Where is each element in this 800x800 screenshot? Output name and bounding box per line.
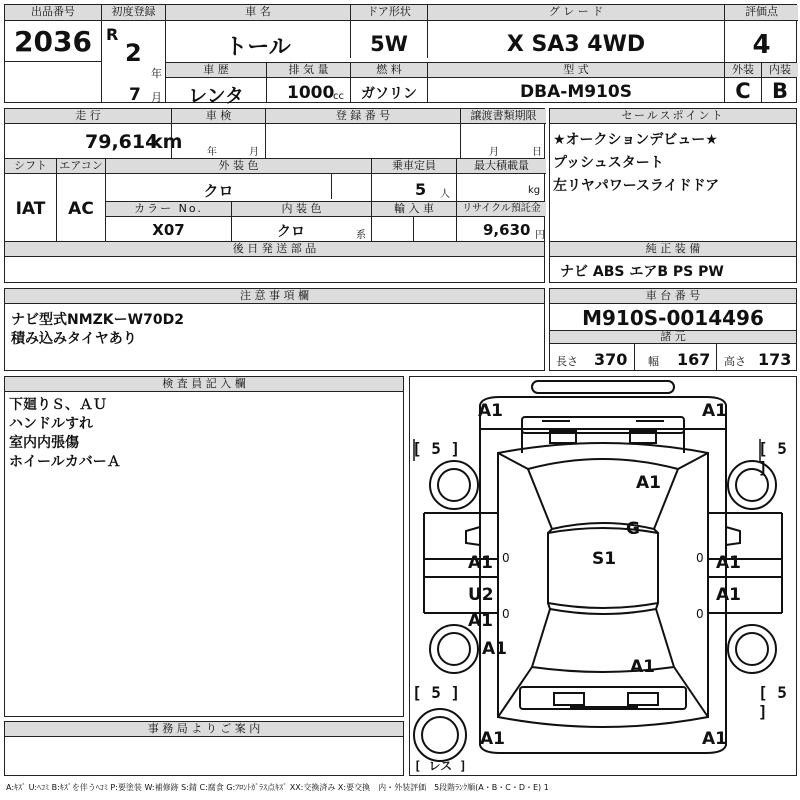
grade: X SA3 4WD <box>506 32 646 57</box>
km-unit: km <box>150 131 183 153</box>
cc-unit: cc <box>333 91 344 102</box>
recycle-label: リサイクル預託金 <box>457 202 546 216</box>
color: クロ <box>203 182 234 200</box>
later-parts-section <box>4 241 545 283</box>
door-label: ドア形状 <box>351 5 427 21</box>
history-label: 車 歴 <box>166 63 266 77</box>
tire-front-left: [ 5 ] <box>412 439 461 458</box>
mark-windshield: G <box>626 519 640 539</box>
model: DBA-M910S <box>520 82 632 102</box>
spare-tire-mark: [ レス ] <box>414 759 467 773</box>
mark-rear-left: A1 <box>480 729 505 749</box>
int-label: 内装 <box>762 63 798 77</box>
int-color-unit: 系 <box>356 230 366 241</box>
lot-no-label: 出品番号 <box>5 5 101 21</box>
height-label: 高さ <box>724 355 746 368</box>
mark-left-quarter: A1 <box>482 639 507 659</box>
ac: AC <box>68 199 94 219</box>
tire-front-right: [ 5 ] <box>758 439 787 477</box>
note-line-1: ナビ型式NMZKーW70D2 <box>11 312 184 328</box>
transfer-month-unit: 月 <box>489 147 499 158</box>
office-label: 事 務 局 よ り ご 案 内 <box>5 722 403 737</box>
shift-label: シフト <box>5 159 56 174</box>
note-line-2: 積み込みタイヤあり <box>11 331 137 347</box>
rear-door-right-0: 0 <box>696 607 704 621</box>
chassis-section <box>549 288 797 331</box>
fuel-label: 燃 料 <box>351 63 427 77</box>
sales-point-3: 左リヤパワースライドドア <box>553 178 720 194</box>
mileage: 79,614 <box>85 131 159 153</box>
color-label: 外 装 色 <box>106 159 371 174</box>
import-label: 輸 入 車 <box>372 202 456 216</box>
inspection-label: 車 検 <box>172 109 265 124</box>
load-unit: kg <box>528 185 541 196</box>
year-unit: 年 <box>151 67 162 80</box>
notes-section <box>4 288 545 371</box>
mark-right-front-door: A1 <box>716 553 741 573</box>
insp-year-unit: 年 <box>207 147 217 158</box>
mark-left-rear-lower: A1 <box>468 611 493 631</box>
inspector-line-1: 下廻りＳ、ＡＵ <box>9 397 107 413</box>
insp-month-unit: 月 <box>249 147 259 158</box>
grade-label: グ レ ー ド <box>428 5 724 21</box>
rear-door-left-0: 0 <box>502 607 510 621</box>
mark-rear-center: A1 <box>630 657 655 677</box>
inspector-line-3: 室内内張傷 <box>9 435 79 451</box>
inspector-section <box>4 376 404 717</box>
month-unit: 月 <box>151 91 162 104</box>
tire-rear-right: [ 5 ] <box>758 683 787 721</box>
mark-hood: A1 <box>636 473 661 493</box>
first-reg-year: 2 <box>125 39 142 67</box>
recycle: 9,630 <box>483 221 531 239</box>
mark-front-right: A1 <box>702 401 727 421</box>
first-reg-month: 7 <box>129 85 141 105</box>
specs-label: 諸 元 <box>550 331 796 344</box>
transfer-label: 譲渡書類期限 <box>461 109 546 124</box>
width-label: 幅 <box>648 355 659 368</box>
office-section <box>4 721 404 776</box>
ac-label: エアコン <box>57 159 105 174</box>
score-label: 評価点 <box>725 5 798 21</box>
tire-rear-left: [ 5 ] <box>412 683 461 702</box>
mileage-section <box>4 108 545 159</box>
sales-point-2: プッシュスタート <box>553 155 664 171</box>
height: 173 <box>758 350 792 369</box>
displacement: 1000 <box>287 83 335 103</box>
fuel: ガソリン <box>361 86 417 102</box>
spec-grid <box>4 158 545 242</box>
car-outline-diagram <box>410 377 796 775</box>
first-reg-label: 初度登録 <box>102 5 165 21</box>
mark-roof: S1 <box>592 549 617 569</box>
chassis-label: 車 台 番 号 <box>550 289 796 304</box>
mark-left-rear-upper: U2 <box>468 585 494 605</box>
car-name-label: 車 名 <box>166 5 350 21</box>
equipment-section <box>549 241 797 283</box>
int-grade: B <box>771 79 788 103</box>
mark-right-rear: A1 <box>716 585 741 605</box>
recycle-unit: 円 <box>535 230 545 241</box>
load-label: 最大積載量 <box>457 159 546 174</box>
score: 4 <box>752 30 771 60</box>
ext-grade: C <box>735 79 751 103</box>
door-type: 5W <box>370 32 408 56</box>
transfer-day-unit: 日 <box>532 147 542 158</box>
damage-diagram <box>409 376 797 776</box>
car-name: トール <box>225 35 291 60</box>
lot-no: 2036 <box>14 25 92 58</box>
equipment-list: ナビ ABS エアB PS PW <box>560 264 724 280</box>
sales-points-label: セールスポイント <box>550 109 796 124</box>
length-label: 長さ <box>556 355 578 368</box>
mark-rear-right: A1 <box>702 729 727 749</box>
capacity-unit: 人 <box>440 189 450 200</box>
door-side-left-0: 0 <box>502 551 510 565</box>
history: レンタ <box>188 85 244 107</box>
door-side-right-0: 0 <box>696 551 704 565</box>
sales-point-1: ★オークションデビュー★ <box>553 132 718 148</box>
color-no: X07 <box>152 221 185 239</box>
width: 167 <box>677 350 711 369</box>
era: R <box>106 25 119 44</box>
length: 370 <box>594 350 628 369</box>
capacity: 5 <box>415 180 427 199</box>
inspector-label: 検 査 員 記 入 欄 <box>5 377 403 392</box>
mark-left-front-door: A1 <box>468 553 493 573</box>
vehicle-header <box>4 4 797 107</box>
inspector-line-4: ホイールカバーＡ <box>9 454 121 470</box>
shift: IAT <box>15 199 46 219</box>
notes-label: 注 意 事 項 欄 <box>5 289 544 304</box>
specs-section <box>549 330 797 371</box>
legend: A:ｷｽﾞ U:ﾍｺﾐ B:ｷｽﾞを伴うﾍｺﾐ P:要塗装 W:補修跡 S:錆 C:腐食 G:ﾌﾛﾝﾄｶﾞﾗｽ点ｷｽﾞ XX:交換済み X:要交換 内・外装評価 5段階ﾗﾝｸ順(A・B・C・D・E) 1 <box>6 783 549 792</box>
displacement-label: 排 気 量 <box>267 63 350 77</box>
color-no-label: カラー No. <box>106 202 231 216</box>
mark-front-left: A1 <box>478 401 503 421</box>
int-color: クロ <box>277 224 305 240</box>
chassis-no: M910S-0014496 <box>582 306 764 330</box>
model-label: 型 式 <box>428 63 724 77</box>
mileage-label: 走 行 <box>5 109 171 124</box>
ext-label: 外装 <box>725 63 761 77</box>
later-parts-label: 後 日 発 送 部 品 <box>5 242 544 257</box>
reg-no-label: 登 録 番 号 <box>266 109 460 124</box>
int-color-label: 内 装 色 <box>232 202 371 216</box>
inspector-line-2: ハンドルすれ <box>9 416 93 432</box>
sales-points-section <box>549 108 797 242</box>
capacity-label: 乗車定員 <box>372 159 456 174</box>
equipment-label: 純 正 装 備 <box>550 242 796 257</box>
